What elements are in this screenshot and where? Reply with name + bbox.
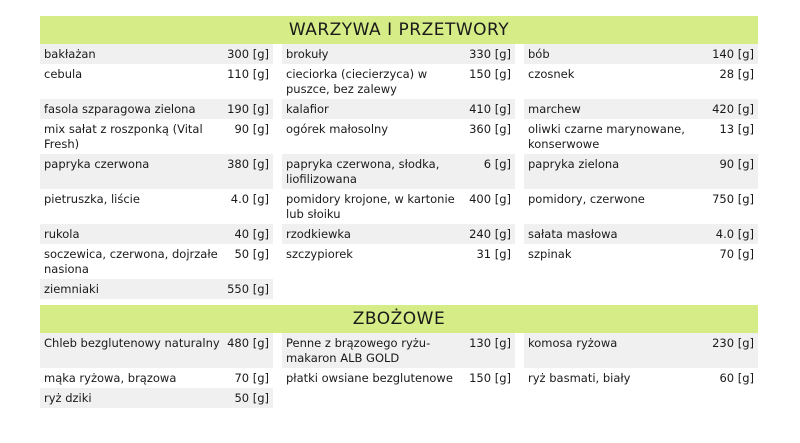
item-name: czosnek [528,67,575,81]
item-quantity: 40 [g] [234,227,269,241]
item-quantity: 240 [g] [469,227,511,241]
table-row [40,224,758,244]
item-quantity: 150 [g] [469,371,511,385]
item-quantity: 380 [g] [227,157,269,171]
table-row [40,99,758,119]
table-row [40,333,758,368]
table-row [40,64,758,99]
item-quantity: 4.0 [g] [230,192,269,206]
list-item [40,99,273,119]
item-quantity: 28 [g] [719,67,754,81]
list-item [524,368,758,388]
list-item [40,189,273,224]
list-item [524,44,758,64]
list-item [524,64,758,99]
item-quantity: 90 [g] [719,157,754,171]
list-item [524,244,758,279]
item-quantity: 550 [g] [227,282,269,296]
item-quantity: 190 [g] [227,102,269,116]
item-quantity: 6 [g] [483,157,511,171]
list-item [40,44,273,64]
item-quantity: 90 [g] [234,122,269,136]
items-grid [40,44,758,299]
item-quantity: 60 [g] [719,371,754,385]
item-name: pomidory, czerwone [528,192,645,206]
list-item [524,224,758,244]
empty-cell [282,388,515,408]
table-row [40,388,758,408]
section-warzywa [40,16,758,299]
table-row [40,244,758,279]
list-item [524,189,758,224]
list-item [40,368,273,388]
item-quantity: 50 [g] [234,247,269,261]
item-quantity: 410 [g] [469,102,511,116]
item-name: Chleb bezglutenowy naturalny [44,336,220,350]
item-quantity: 4.0 [g] [715,227,754,241]
section-title: WARZYWA I PRZETWORY [40,16,758,44]
item-quantity: 70 [g] [234,371,269,385]
item-name: szpinak [528,247,572,261]
section-zbozowe [40,305,758,408]
item-quantity: 360 [g] [469,122,511,136]
list-item [282,154,515,189]
list-item [282,99,515,119]
item-name: brokuły [286,47,329,61]
item-quantity: 13 [g] [719,122,754,136]
list-item [40,154,273,189]
item-name: płatki owsiane bezglutenowe [286,371,453,385]
list-item [40,119,273,154]
table-row [40,44,758,64]
empty-cell [524,388,758,408]
table-row [40,189,758,224]
item-quantity: 110 [g] [227,67,269,81]
list-item [282,44,515,64]
item-name: szczypiorek [286,247,353,261]
item-name: papryka zielona [528,157,620,171]
item-name: oliwki czarne marynowane, konserwowe [528,122,685,151]
table-row [40,279,758,299]
list-item [282,333,515,368]
item-name: soczewica, czerwona, dojrzałe nasiona [44,247,218,276]
list-item [282,368,515,388]
item-name: ziemniaki [44,282,99,296]
item-name: papryka czerwona, słodka, liofilizowana [286,157,440,186]
item-quantity: 31 [g] [476,247,511,261]
item-name: pomidory krojone, w kartonie lub słoiku [286,192,455,221]
list-item [524,154,758,189]
item-name: cebula [44,67,83,81]
item-quantity: 70 [g] [719,247,754,261]
item-name: mix sałat z roszponką (Vital Fresh) [44,122,203,151]
item-quantity: 400 [g] [469,192,511,206]
list-item [282,189,515,224]
list-item [282,119,515,154]
item-name: Penne z brązowego ryżu- makaron ALB GOLD [286,336,431,365]
item-name: rukola [44,227,80,241]
empty-cell [524,279,758,299]
list-item [40,388,273,408]
item-quantity: 230 [g] [712,336,754,350]
shopping-list [40,16,758,408]
item-quantity: 130 [g] [469,336,511,350]
list-item [282,244,515,279]
item-quantity: 140 [g] [712,47,754,61]
item-quantity: 300 [g] [227,47,269,61]
item-quantity: 750 [g] [712,192,754,206]
list-item [40,244,273,279]
item-name: ryż basmati, biały [528,371,631,385]
item-name: mąka ryżowa, brązowa [44,371,177,385]
table-row [40,119,758,154]
list-item [40,224,273,244]
item-name: ogórek małosolny [286,122,389,136]
item-name: fasola szparagowa zielona [44,102,196,116]
item-name: komosa ryżowa [528,336,618,350]
section-title: ZBOŻOWE [40,305,758,333]
item-name: bakłażan [44,47,96,61]
item-name: bób [528,47,550,61]
list-item [524,333,758,368]
item-name: kalafior [286,102,329,116]
item-name: marchew [528,102,581,116]
list-item [40,64,273,99]
list-item [40,279,273,299]
item-quantity: 150 [g] [469,67,511,81]
item-name: pietruszka, liście [44,192,140,206]
item-name: rzodkiewka [286,227,351,241]
list-item [524,99,758,119]
item-quantity: 480 [g] [227,336,269,350]
list-item [40,333,273,368]
item-name: ryż dziki [44,391,92,405]
list-item [524,119,758,154]
empty-cell [282,279,515,299]
item-quantity: 50 [g] [234,391,269,405]
item-quantity: 330 [g] [469,47,511,61]
list-item [282,64,515,99]
item-quantity: 420 [g] [712,102,754,116]
item-name: cieciorka (ciecierzyca) w puszce, bez zalewy [286,67,428,96]
items-grid [40,333,758,408]
item-name: sałata masłowa [528,227,618,241]
table-row [40,368,758,388]
list-item [282,224,515,244]
table-row [40,154,758,189]
item-name: papryka czerwona [44,157,150,171]
